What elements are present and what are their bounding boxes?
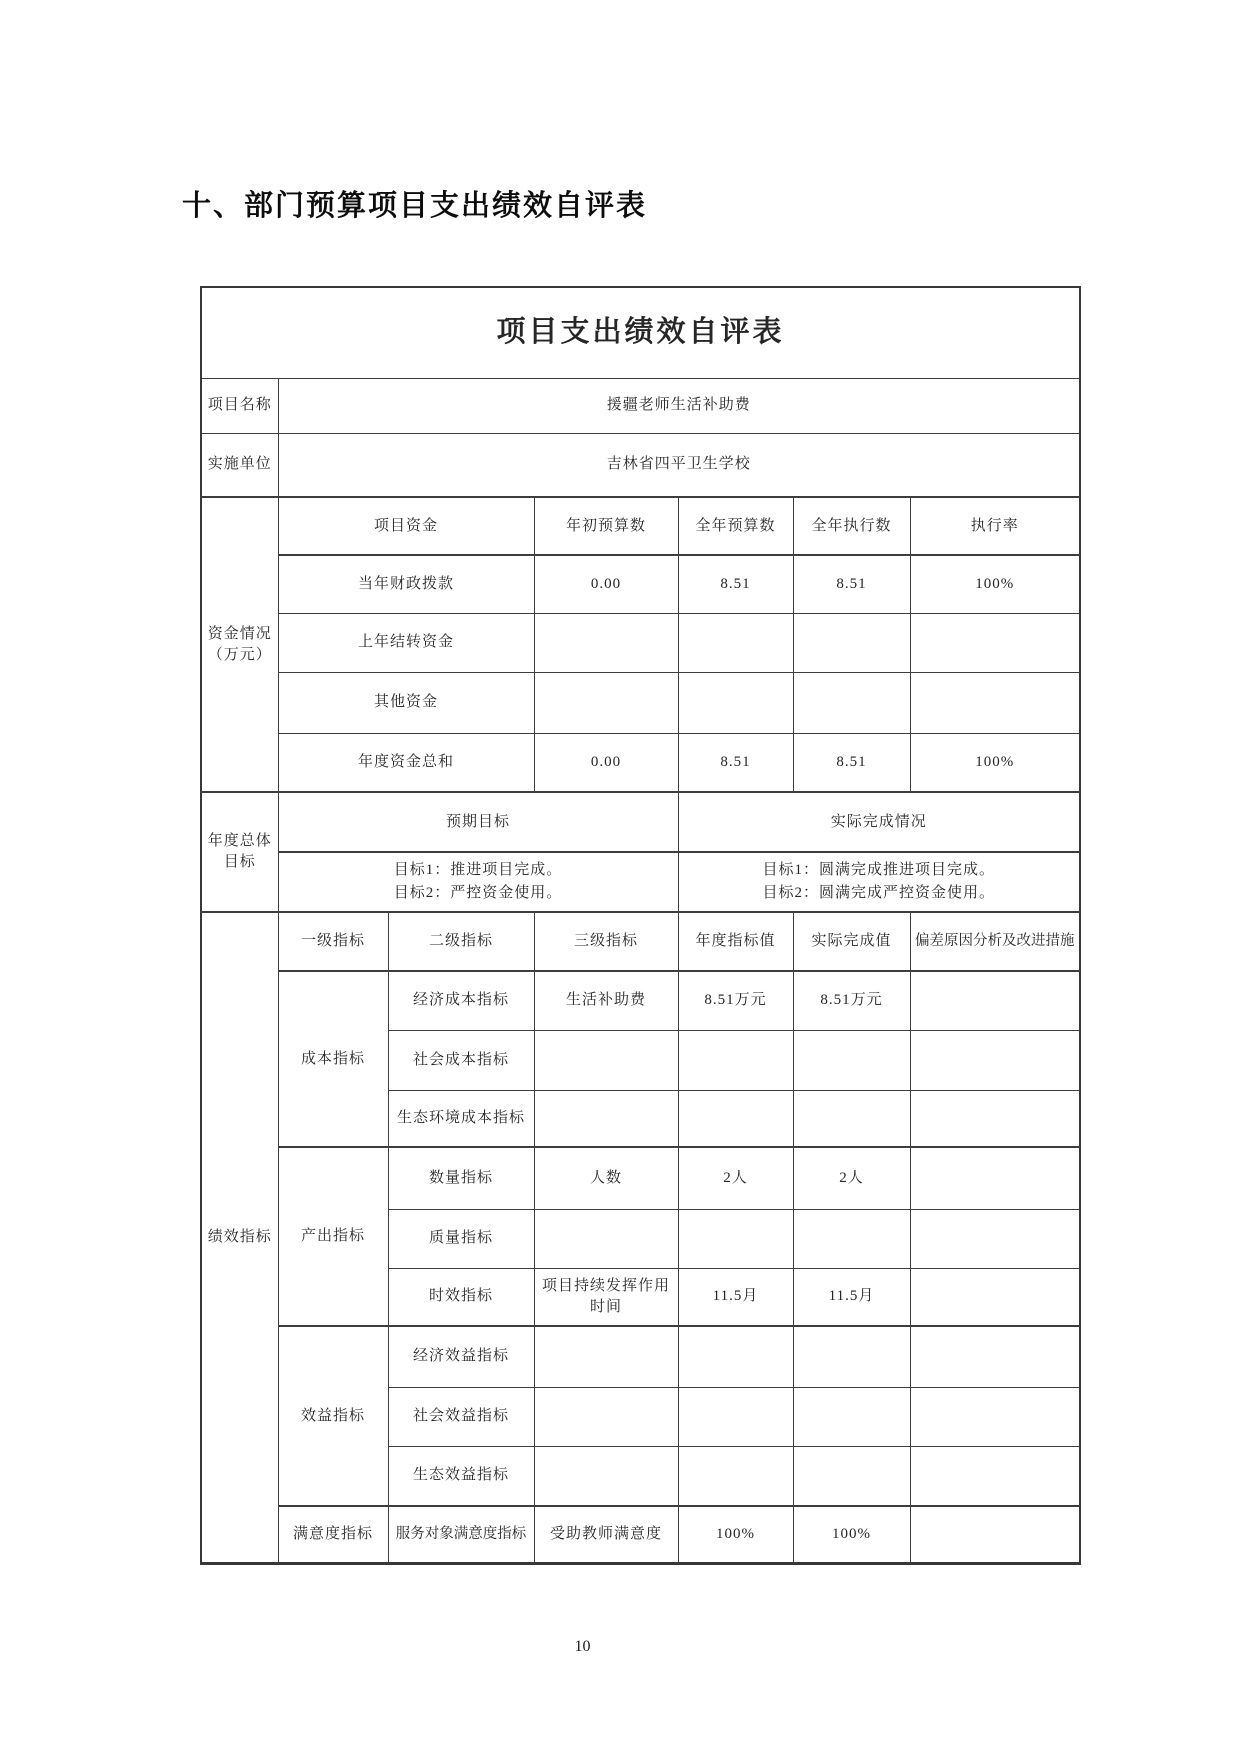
table-title: 项目支出绩效自评表 (201, 287, 1080, 378)
indicator-row-quantity (201, 1147, 1080, 1209)
funding-header-annual-budget: 全年预算数 (678, 497, 793, 555)
indicator-deviation (910, 1209, 1080, 1268)
unit-value: 吉林省四平卫生学校 (278, 433, 1080, 497)
indicator-deviation (910, 1326, 1080, 1387)
funding-row-initial: 0.00 (534, 733, 678, 792)
project-name-value: 援疆老师生活补助费 (278, 378, 1080, 433)
indicator-actual: 2人 (793, 1147, 910, 1209)
goal-section-label: 年度总体目标 (201, 792, 278, 912)
indicator-target (678, 1090, 793, 1147)
goal-expected-header: 预期目标 (278, 792, 678, 852)
funding-row-budget (678, 672, 793, 733)
indicator-header-level2: 二级指标 (388, 912, 534, 971)
indicator-target (678, 1387, 793, 1446)
indicator-l2: 生态环境成本指标 (388, 1090, 534, 1147)
indicator-l3 (534, 1090, 678, 1147)
funding-row-budget: 8.51 (678, 555, 793, 613)
funding-row-name: 年度资金总和 (278, 733, 534, 792)
goal-expected-line1: 目标1：推进项目完成。 (393, 862, 563, 878)
indicator-l3 (534, 1030, 678, 1090)
indicator-l3: 生活补助费 (534, 971, 678, 1030)
funding-row-initial (534, 672, 678, 733)
funding-row-initial: 0.00 (534, 555, 678, 613)
indicator-l2: 服务对象满意度指标 (388, 1506, 534, 1563)
indicator-group-cost: 成本指标 (278, 971, 388, 1147)
funding-section-label: 资金情况（万元） (201, 497, 278, 792)
funding-row-execution: 8.51 (793, 733, 910, 792)
indicator-l3 (534, 1446, 678, 1506)
indicator-deviation (910, 1030, 1080, 1090)
goal-actual-text (678, 852, 1080, 912)
indicator-actual: 100% (793, 1506, 910, 1563)
funding-row-other (201, 672, 1080, 733)
funding-row-execution: 8.51 (793, 555, 910, 613)
indicator-l2: 质量指标 (388, 1209, 534, 1268)
indicator-l3 (534, 1326, 678, 1387)
indicator-target: 11.5月 (678, 1268, 793, 1326)
indicator-row-satisfaction (201, 1506, 1080, 1563)
indicator-target: 100% (678, 1506, 793, 1563)
funding-row-current-appropriation (201, 555, 1080, 613)
funding-row-rate (910, 613, 1080, 672)
indicator-l2: 数量指标 (388, 1147, 534, 1209)
indicator-actual: 8.51万元 (793, 971, 910, 1030)
indicator-target (678, 1446, 793, 1506)
indicator-target: 8.51万元 (678, 971, 793, 1030)
funding-row-budget (678, 613, 793, 672)
goal-expected-text (278, 852, 678, 912)
indicator-l2: 经济成本指标 (388, 971, 534, 1030)
indicator-l3: 受助教师满意度 (534, 1506, 678, 1563)
unit-label: 实施单位 (201, 433, 278, 497)
indicator-actual: 11.5月 (793, 1268, 910, 1326)
funding-row-name: 上年结转资金 (278, 613, 534, 672)
indicator-l2: 生态效益指标 (388, 1446, 534, 1506)
indicator-actual (793, 1209, 910, 1268)
indicator-group-output: 产出指标 (278, 1147, 388, 1326)
indicator-target (678, 1209, 793, 1268)
funding-row-name: 当年财政拨款 (278, 555, 534, 613)
indicator-l3 (534, 1387, 678, 1446)
page-number: 10 (574, 1638, 591, 1655)
goal-actual-header: 实际完成情况 (678, 792, 1080, 852)
indicator-target (678, 1326, 793, 1387)
indicator-target (678, 1030, 793, 1090)
indicator-group-benefit: 效益指标 (278, 1326, 388, 1506)
funding-header-execution-rate: 执行率 (910, 497, 1080, 555)
indicator-deviation (910, 971, 1080, 1030)
funding-row-execution (793, 672, 910, 733)
funding-row-rate: 100% (910, 733, 1080, 792)
funding-header-annual-execution: 全年执行数 (793, 497, 910, 555)
indicator-deviation (910, 1090, 1080, 1147)
indicator-actual (793, 1090, 910, 1147)
funding-row-rate: 100% (910, 555, 1080, 613)
indicator-l2: 经济效益指标 (388, 1326, 534, 1387)
indicator-l2: 社会成本指标 (388, 1030, 534, 1090)
indicator-deviation (910, 1446, 1080, 1506)
indicator-actual (793, 1387, 910, 1446)
indicator-l3 (534, 1209, 678, 1268)
indicator-header-level3: 三级指标 (534, 912, 678, 971)
indicator-l3: 项目持续发挥作用时间 (534, 1268, 678, 1326)
project-name-label: 项目名称 (201, 378, 278, 433)
indicator-deviation (910, 1387, 1080, 1446)
performance-section-label: 绩效指标 (201, 912, 278, 1563)
indicator-actual (793, 1326, 910, 1387)
indicator-l2: 社会效益指标 (388, 1387, 534, 1446)
self-evaluation-table (200, 286, 1081, 1565)
goal-actual-line1: 目标1：圆满完成推进项目完成。 (762, 862, 996, 878)
indicator-header-deviation: 偏差原因分析及改进措施 (910, 912, 1080, 971)
goal-actual-line2: 目标2：圆满完成严控资金使用。 (762, 885, 996, 901)
funding-row-budget: 8.51 (678, 733, 793, 792)
funding-row-initial (534, 613, 678, 672)
indicator-actual (793, 1030, 910, 1090)
indicator-header-actual: 实际完成值 (793, 912, 910, 971)
indicator-row-economic-cost (201, 971, 1080, 1030)
funding-header-fund: 项目资金 (278, 497, 534, 555)
funding-row-total (201, 733, 1080, 792)
indicator-deviation (910, 1147, 1080, 1209)
funding-header-initial-budget: 年初预算数 (534, 497, 678, 555)
goal-expected-line2: 目标2：严控资金使用。 (393, 885, 563, 901)
indicator-l3: 人数 (534, 1147, 678, 1209)
indicator-header-level1: 一级指标 (278, 912, 388, 971)
indicator-l2: 时效指标 (388, 1268, 534, 1326)
indicator-target: 2人 (678, 1147, 793, 1209)
funding-row-execution (793, 613, 910, 672)
funding-row-name: 其他资金 (278, 672, 534, 733)
indicator-deviation (910, 1506, 1080, 1563)
indicator-header-target: 年度指标值 (678, 912, 793, 971)
funding-row-carryover (201, 613, 1080, 672)
indicator-group-satisfaction: 满意度指标 (278, 1506, 388, 1563)
indicator-actual (793, 1446, 910, 1506)
indicator-deviation (910, 1268, 1080, 1326)
indicator-row-economic-benefit (201, 1326, 1080, 1387)
funding-row-rate (910, 672, 1080, 733)
section-heading: 十、部门预算项目支出绩效自评表 (182, 190, 648, 222)
